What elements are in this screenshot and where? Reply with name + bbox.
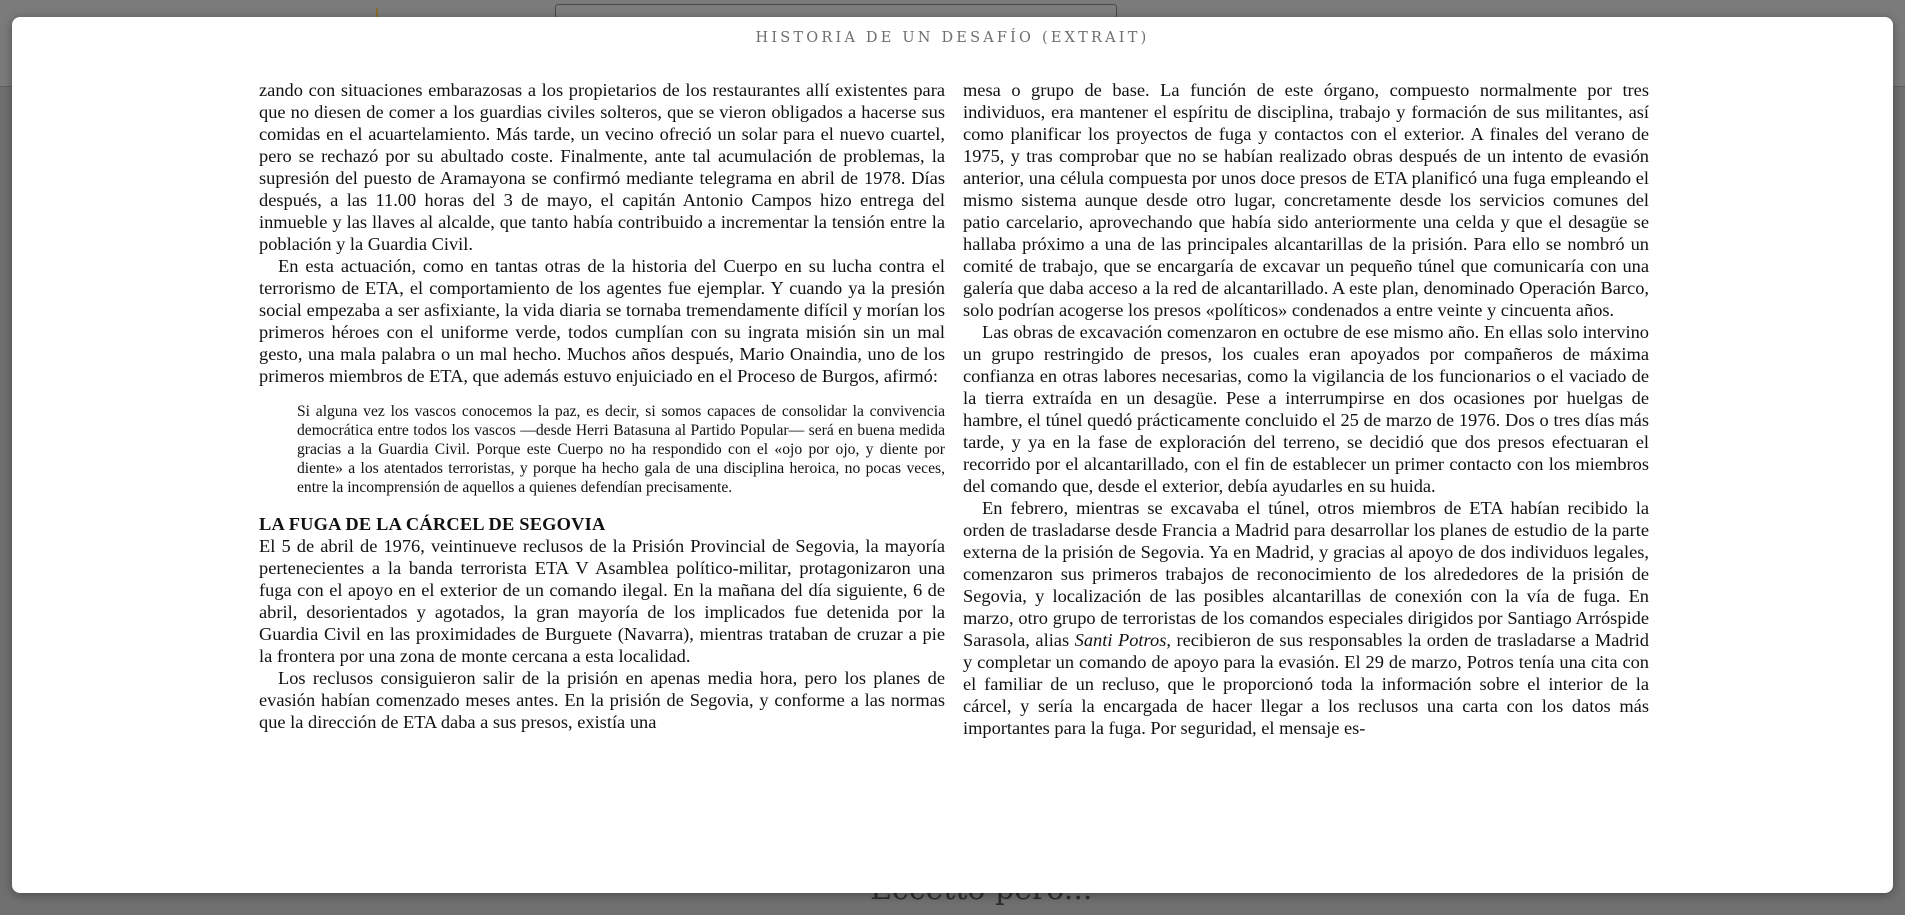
modal-title: HISTORIA DE UN DESAFÍO (EXTRAIT) [755,30,1150,46]
paragraph: mesa o grupo de base. La función de este órgano, compuesto normalmente por tres individuos, era mantener el espíritu de disciplina, trabajo y formación de sus militantes, así como planificar los proyectos de fuga y contactos con el exterior. A finales del verano de 1975, y tras comprobar que no se habían realizado obras después de un intento de evasión anterior, una célula compuesta por unos doce presos de ETA planificó una fuga empleando el mismo sistema aunque desde otro lugar, concretamente desde los servicios comunes del patio carcelario, aprovechando que había sido anteriormente una celda y que el desagüe se hallaba próximo a una de las principales alcantarillas de la prisión. Para ello se nombró un comité de trabajo, que se encargaría de excavar un pequeño túnel que comunicaría con una galería que daba acceso a la red de alcantarillado. A este plan, denominado Operación Barco, solo podrían acogerse los presos «políticos» condenados a entre veinte y cincuenta años. [963,80,1649,320]
paragraph: En esta actuación, como en tantas otras de la historia del Cuerpo en su lucha contra el terrorismo de ETA, el comportamiento de los agentes fue ejemplar. Y cuando ya la presión social empezaba a ser asfixiante, la vida diaria se tornaba tremendamente difícil y morían los primeros héroes con el uniforme verde, todos cumplían con su ingrata misión sin un mal gesto, una mala palabra o un mal hecho. Muchos años después, Mario Onaindia, uno de los primeros miembros de ETA, que además estuvo enjuiciado en el Proceso de Burgos, afirmó: [259,256,945,386]
paragraph: zando con situaciones embarazosas a los propietarios de los restaurantes allí existentes para que no diesen de comer a los guardias civiles solteros, que se vieron obligados a hacerse sus comidas en el acuartelamiento. Más tarde, un vecino ofreció un solar para el nuevo cuartel, pero se rechazó por su abultado coste. Finalmente, ante tal acumulación de problemas, la supresión del puesto de Aramayona se confirmó mediante telegrama en abril de 1978. Días después, a las 11.00 horas del 3 de mayo, el capitán Antonio Campos hizo entrega del inmueble y las llaves al alcalde, que tanto había contribuido a incrementar la tensión entre la población y la Guardia Civil. [259,80,945,254]
excerpt-modal [12,17,1893,893]
left-column [259,79,945,733]
alias-name: Santi Potros [1074,630,1167,650]
block-quote: Si alguna vez los vascos conocemos la paz, es decir, si somos capaces de consolidar la convivencia democrática entre todos los vascos —desde Herri Batasuna al Partido Popular— será en buena medida gracias a la Guardia Civil. Porque este Cuerpo no ha respondido con el «ojo por ojo, y diente por diente» a los atentados terroristas, y porque ha hecho gala de una disciplina heroica, no pocas veces, entre la incomprensión de aquellos a quienes defendían precisamente. [297,403,945,496]
paragraph-text: En febrero, mientras se excavaba el túnel, otros miembros de ETA habían recibido la orden de trasladarse desde Francia a Madrid para desarrollar los planes de estudio de la parte externa de la prisión de Segovia. Ya en Madrid, y gracias al apoyo de dos individuos legales, comenzaron sus primeros trabajos de reconocimiento de los alrededores de la prisión de Segovia, y localización de las posibles alcantarillas de conexión con la vía de fuga. En marzo, otro grupo de terroristas de los comandos especiales dirigidos por Santiago Arróspide Sarasola, alias [963,498,1649,650]
paragraph: El 5 de abril de 1976, veintinueve reclusos de la Prisión Provincial de Segovia, la mayoría pertenecientes a la banda terrorista ETA V Asamblea político-militar, protagonizaron una fuga con el apoyo en el exterior de un comando ilegal. En la mañana del día siguiente, 6 de abril, desorientados y agotados, la gran mayoría de los implicados fue detenida por la Guardia Civil en las proximidades de Burguete (Navarra), mientras trataban de cruzar a pie la frontera por una zona de monte cercana a esta localidad. [259,536,945,666]
paragraph: Los reclusos consiguieron salir de la prisión en apenas media hora, pero los planes de evasión habían comenzado meses antes. En la prisión de Segovia, y conforme a las normas que la dirección de ETA daba a sus presos, existía una [259,668,945,732]
paragraph: Las obras de excavación comenzaron en octubre de ese mismo año. En ellas solo intervino un grupo restringido de presos, los cuales eran apoyados por compañeros de máxima confianza en otras labores necesarias, como la vigilancia de los funcionarios o el vaciado de la tierra extraída en un desagüe. Pese a interrumpirse en dos ocasiones por huelgas de hambre, el túnel quedó prácticamente concluido el 25 de marzo de 1976. Dos o tres días más tarde, y ya en la fase de exploración del terreno, se decidió que dos presos efectuaran el recorrido por el alcantarillado, con el fin de establecer un primer contacto con los miembros del comando que, desde el exterior, debía ayudarles en su huida. [963,322,1649,496]
section-heading: LA FUGA DE LA CÁRCEL DE SEGOVIA [259,514,606,534]
paragraph-text: , recibieron de sus responsables la orden de trasladarse a Madrid y completar un comando de apoyo para la evasión. El 29 de marzo, Potros tenía una cita con el familiar de un recluso, que le proporcionó toda la información sobre el interior de la cárcel, y sería la encargada de hacer llegar a los reclusos una carta con los datos más importantes para la fuga. Por seguridad, el mensaje es- [963,630,1650,738]
paragraph [963,497,1649,739]
right-column [963,79,1649,739]
